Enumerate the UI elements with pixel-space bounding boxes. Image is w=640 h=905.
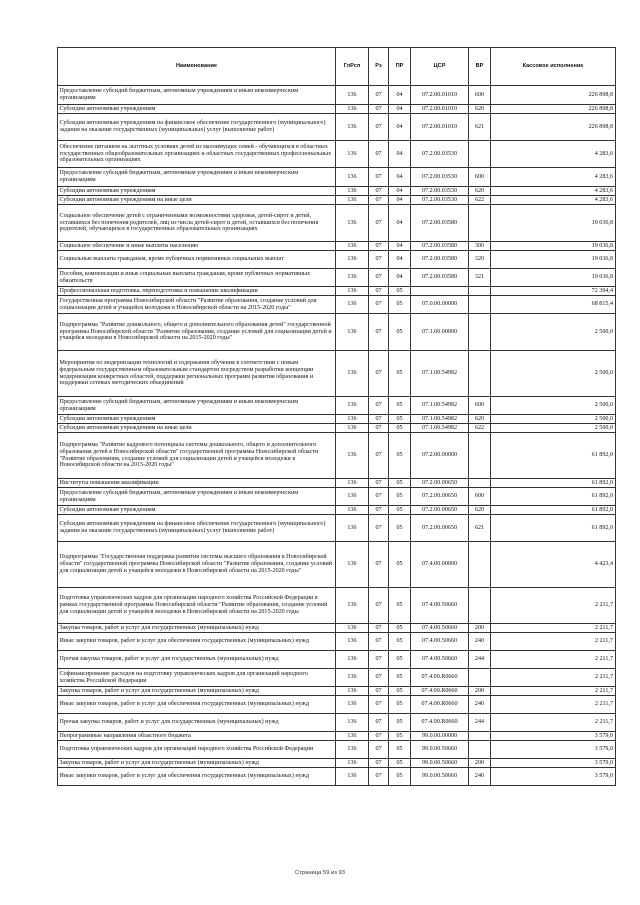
row-rz: 07 xyxy=(369,196,389,205)
row-name: Непрограммные направления областного бюджета xyxy=(58,732,336,741)
row-glrsp: 136 xyxy=(336,768,369,786)
row-name: Иные закупки товаров, работ и услуг для обеспечения государственных (муниципальных) нужд xyxy=(58,633,336,651)
row-vr: 620 xyxy=(469,105,491,114)
row-name: Предоставление субсидий бюджетным, автономным учреждениям и иным некоммерческим организациям xyxy=(58,168,336,187)
row-csr: 07.2.00.00650 xyxy=(411,479,469,488)
row-csr: 07.2.00.00000 xyxy=(411,433,469,479)
row-glrsp: 136 xyxy=(336,714,369,732)
row-pr: 05 xyxy=(389,488,411,506)
table-row xyxy=(58,741,616,759)
row-csr: 99.0.00.50660 xyxy=(411,741,469,759)
table-row xyxy=(58,651,616,669)
row-amount: 61 892,0 xyxy=(491,488,616,506)
row-rz: 07 xyxy=(369,242,389,251)
row-rz: 07 xyxy=(369,542,389,588)
row-csr: 07.2.00.03530 xyxy=(411,187,469,196)
row-vr xyxy=(469,588,491,624)
row-amount: 2 500,0 xyxy=(491,314,616,351)
row-csr: 07.4.00.00000 xyxy=(411,542,469,588)
table-row xyxy=(58,251,616,269)
row-vr: 240 xyxy=(469,633,491,651)
row-vr: 620 xyxy=(469,187,491,196)
table-row xyxy=(58,479,616,488)
table-row xyxy=(58,433,616,479)
row-rz: 07 xyxy=(369,187,389,196)
row-name: Субсидии автономным учреждениям xyxy=(58,105,336,114)
row-pr: 05 xyxy=(389,314,411,351)
row-amount: 2 211,7 xyxy=(491,669,616,687)
row-glrsp: 136 xyxy=(336,542,369,588)
row-amount: 226 898,8 xyxy=(491,114,616,141)
row-pr: 04 xyxy=(389,242,411,251)
row-pr: 05 xyxy=(389,433,411,479)
row-pr: 04 xyxy=(389,86,411,105)
row-name: Институты повышения квалификации xyxy=(58,479,336,488)
row-vr: 321 xyxy=(469,269,491,287)
row-rz: 07 xyxy=(369,741,389,759)
row-vr: 200 xyxy=(469,687,491,696)
row-pr: 05 xyxy=(389,296,411,314)
row-vr: 600 xyxy=(469,86,491,105)
row-amount: 2 500,0 xyxy=(491,397,616,415)
row-pr: 04 xyxy=(389,114,411,141)
row-glrsp: 136 xyxy=(336,242,369,251)
row-vr: 200 xyxy=(469,759,491,768)
row-vr: 244 xyxy=(469,714,491,732)
row-glrsp: 136 xyxy=(336,105,369,114)
row-name: Пособия, компенсации и иные социальные выплаты гражданам, кроме публичных нормативных обязательств xyxy=(58,269,336,287)
row-glrsp: 136 xyxy=(336,515,369,542)
row-glrsp: 136 xyxy=(336,86,369,105)
row-pr: 05 xyxy=(389,515,411,542)
row-glrsp: 136 xyxy=(336,287,369,296)
row-amount: 2 211,7 xyxy=(491,714,616,732)
row-rz: 07 xyxy=(369,168,389,187)
row-glrsp: 136 xyxy=(336,651,369,669)
row-vr xyxy=(469,314,491,351)
header-cash-execution: Кассовое исполнение xyxy=(491,48,616,86)
row-csr: 07.2.00.00650 xyxy=(411,488,469,506)
table-row xyxy=(58,114,616,141)
row-csr: 07.1.00.54982 xyxy=(411,415,469,424)
row-amount: 4 283,6 xyxy=(491,187,616,196)
row-name: Закупка товаров, работ и услуг для государственных (муниципальных) нужд xyxy=(58,687,336,696)
row-glrsp: 136 xyxy=(336,759,369,768)
table-row xyxy=(58,424,616,433)
table-row xyxy=(58,506,616,515)
row-csr: 07.1.00.00000 xyxy=(411,314,469,351)
row-pr: 05 xyxy=(389,696,411,714)
row-glrsp: 136 xyxy=(336,741,369,759)
row-rz: 07 xyxy=(369,86,389,105)
row-glrsp: 136 xyxy=(336,696,369,714)
row-vr: 620 xyxy=(469,415,491,424)
row-name: Подготовка управленческих кадров для организаций народного хозяйства Российской Федерации xyxy=(58,741,336,759)
row-amount: 3 579,0 xyxy=(491,741,616,759)
table-header-row xyxy=(58,48,616,86)
row-amount: 61 892,0 xyxy=(491,479,616,488)
row-vr: 320 xyxy=(469,251,491,269)
row-vr: 200 xyxy=(469,624,491,633)
row-vr xyxy=(469,141,491,168)
table-row xyxy=(58,669,616,687)
row-pr: 05 xyxy=(389,633,411,651)
table-row xyxy=(58,314,616,351)
table-row xyxy=(58,351,616,397)
row-name: Закупка товаров, работ и услуг для государственных (муниципальных) нужд xyxy=(58,759,336,768)
row-glrsp: 136 xyxy=(336,424,369,433)
row-vr: 244 xyxy=(469,651,491,669)
row-name: Социальное обеспечение детей с ограниченными возможностями здоровья, детей-сирот и детей, оставшихся без попечения родителей, лиц из числа детей-сирот и детей, оставшихся без попечения родителей, обучающихся в государственных образовательных организациях xyxy=(58,205,336,242)
header-rz: Рз xyxy=(369,48,389,86)
row-glrsp: 136 xyxy=(336,397,369,415)
row-amount: 2 211,7 xyxy=(491,651,616,669)
row-glrsp: 136 xyxy=(336,351,369,397)
row-vr xyxy=(469,542,491,588)
row-rz: 07 xyxy=(369,714,389,732)
table-row xyxy=(58,269,616,287)
row-csr: 07.2.00.03580 xyxy=(411,205,469,242)
row-name: Подпрограмма "Развитие кадрового потенциала системы дошкольного, общего и дополнительного образования детей в Новосибирской области" государственной программы Новосибирской области "Развитие образования, создание условий для социализации детей и учащейся молодежи в Новосибирской области на 2015-2020 годы" xyxy=(58,433,336,479)
row-amount: 19 036,8 xyxy=(491,205,616,242)
row-vr xyxy=(469,741,491,759)
row-amount: 2 211,7 xyxy=(491,588,616,624)
row-csr: 99.0.00.50660 xyxy=(411,759,469,768)
row-rz: 07 xyxy=(369,141,389,168)
row-rz: 07 xyxy=(369,588,389,624)
row-rz: 07 xyxy=(369,506,389,515)
row-rz: 07 xyxy=(369,114,389,141)
row-amount: 4 283,6 xyxy=(491,196,616,205)
row-pr: 04 xyxy=(389,105,411,114)
row-pr: 05 xyxy=(389,397,411,415)
row-csr: 07.2.00.03580 xyxy=(411,269,469,287)
row-pr: 05 xyxy=(389,287,411,296)
row-glrsp: 136 xyxy=(336,168,369,187)
row-name: Закупка товаров, работ и услуг для государственных (муниципальных) нужд xyxy=(58,624,336,633)
row-vr xyxy=(469,669,491,687)
row-vr: 621 xyxy=(469,515,491,542)
row-pr: 04 xyxy=(389,141,411,168)
table-row xyxy=(58,397,616,415)
table-row xyxy=(58,633,616,651)
page-number: Страница 59 из 93 xyxy=(295,870,345,876)
row-pr: 05 xyxy=(389,351,411,397)
row-pr: 05 xyxy=(389,741,411,759)
row-rz: 07 xyxy=(369,624,389,633)
row-csr: 07.2.00.00650 xyxy=(411,515,469,542)
row-amount: 2 500,0 xyxy=(491,351,616,397)
row-rz: 07 xyxy=(369,433,389,479)
budget-table xyxy=(57,47,616,786)
row-rz: 07 xyxy=(369,633,389,651)
row-rz: 07 xyxy=(369,669,389,687)
row-pr: 05 xyxy=(389,506,411,515)
table-row xyxy=(58,624,616,633)
row-pr: 05 xyxy=(389,759,411,768)
row-name: Иные закупки товаров, работ и услуг для обеспечения государственных (муниципальных) нужд xyxy=(58,696,336,714)
row-rz: 07 xyxy=(369,696,389,714)
row-name: Обеспечение питанием на льготных условиях детей из малоимущих семей - обучающихся в областных государственных общеобразовательных организациях и областных государственных профессиональных образовательных организациях xyxy=(58,141,336,168)
row-glrsp: 136 xyxy=(336,479,369,488)
row-name: Государственная программа Новосибирской области "Развитие образования, создание условий для социализации детей и учащейся молодежи в Новосибирской области на 2015-2020 годы" xyxy=(58,296,336,314)
row-vr xyxy=(469,205,491,242)
row-glrsp: 136 xyxy=(336,296,369,314)
row-pr: 04 xyxy=(389,251,411,269)
row-amount: 4 283,6 xyxy=(491,168,616,187)
row-amount: 2 211,7 xyxy=(491,687,616,696)
row-amount: 19 036,8 xyxy=(491,242,616,251)
row-name: Прочая закупка товаров, работ и услуг для государственных (муниципальных) нужд xyxy=(58,714,336,732)
row-csr: 07.2.00.03580 xyxy=(411,251,469,269)
row-name: Субсидии автономным учреждениям на иные цели xyxy=(58,424,336,433)
row-glrsp: 136 xyxy=(336,415,369,424)
row-vr xyxy=(469,351,491,397)
table-row xyxy=(58,287,616,296)
row-csr: 07.2.00.03530 xyxy=(411,168,469,187)
row-pr: 04 xyxy=(389,269,411,287)
row-name: Подпрограмма "Развитие дошкольного, общего и дополнительного образования детей" государственной программы Новосибирской области "Развитие образования, создание условий для социализации детей и учащейся молодежи в Новосибирской области на 2015-2020 годы" xyxy=(58,314,336,351)
row-name: Субсидии автономным учреждениям xyxy=(58,415,336,424)
row-amount: 19 036,8 xyxy=(491,251,616,269)
row-rz: 07 xyxy=(369,314,389,351)
row-amount: 2 500,0 xyxy=(491,424,616,433)
row-name: Предоставление субсидий бюджетным, автономным учреждениям и иным некоммерческим организациям xyxy=(58,397,336,415)
row-glrsp: 136 xyxy=(336,488,369,506)
row-csr: 07.4.00.R0660 xyxy=(411,687,469,696)
row-name: Субсидии автономным учреждениям на финансовое обеспечение государственного (муниципального) задания на оказание государственных (муниципальных) услуг (выполнение работ) xyxy=(58,114,336,141)
row-glrsp: 136 xyxy=(336,669,369,687)
row-glrsp: 136 xyxy=(336,588,369,624)
row-glrsp: 136 xyxy=(336,732,369,741)
row-amount: 226 898,8 xyxy=(491,86,616,105)
row-vr: 600 xyxy=(469,168,491,187)
row-vr xyxy=(469,433,491,479)
header-name: Наименование xyxy=(58,48,336,86)
table-row xyxy=(58,488,616,506)
row-vr xyxy=(469,479,491,488)
row-amount: 2 211,7 xyxy=(491,633,616,651)
row-csr: 07.2.00.01010 xyxy=(411,105,469,114)
row-glrsp: 136 xyxy=(336,205,369,242)
row-pr: 05 xyxy=(389,732,411,741)
table-row xyxy=(58,687,616,696)
row-amount: 72 394,4 xyxy=(491,287,616,296)
row-pr: 05 xyxy=(389,588,411,624)
row-pr: 05 xyxy=(389,424,411,433)
row-pr: 04 xyxy=(389,205,411,242)
row-csr: 07.4.00.R0660 xyxy=(411,714,469,732)
row-rz: 07 xyxy=(369,397,389,415)
row-csr: 07.4.00.50660 xyxy=(411,651,469,669)
row-csr: 07.2.00.01010 xyxy=(411,86,469,105)
row-amount: 3 579,0 xyxy=(491,768,616,786)
table-row xyxy=(58,759,616,768)
row-amount: 2 211,7 xyxy=(491,696,616,714)
row-glrsp: 136 xyxy=(336,269,369,287)
row-glrsp: 136 xyxy=(336,633,369,651)
row-amount: 4 283,6 xyxy=(491,141,616,168)
row-glrsp: 136 xyxy=(336,506,369,515)
row-pr: 05 xyxy=(389,479,411,488)
row-name: Социальные выплаты гражданам, кроме публичных нормативных социальных выплат xyxy=(58,251,336,269)
row-csr: 07.1.00.54982 xyxy=(411,424,469,433)
row-rz: 07 xyxy=(369,269,389,287)
row-csr: 07.2.00.01010 xyxy=(411,114,469,141)
row-name: Профессиональная подготовка, переподготовка и повышение квалификации xyxy=(58,287,336,296)
row-csr: 07.1.00.54982 xyxy=(411,351,469,397)
table-row xyxy=(58,296,616,314)
row-amount: 4 423,4 xyxy=(491,542,616,588)
row-rz: 07 xyxy=(369,424,389,433)
table-row xyxy=(58,187,616,196)
row-csr: 07.2.00.00650 xyxy=(411,506,469,515)
row-vr: 622 xyxy=(469,424,491,433)
row-amount: 226 898,8 xyxy=(491,105,616,114)
row-name: Субсидии автономным учреждениям на иные цели xyxy=(58,196,336,205)
row-pr: 04 xyxy=(389,168,411,187)
row-pr: 05 xyxy=(389,768,411,786)
row-pr: 04 xyxy=(389,196,411,205)
row-vr: 622 xyxy=(469,196,491,205)
row-csr: 07.4.00.R0660 xyxy=(411,669,469,687)
header-vr: ВР xyxy=(469,48,491,86)
row-csr: 07.2.00.03580 xyxy=(411,242,469,251)
row-glrsp: 136 xyxy=(336,687,369,696)
table-row xyxy=(58,196,616,205)
row-csr: 07.1.00.54982 xyxy=(411,397,469,415)
row-csr: 99.0.00.00000 xyxy=(411,732,469,741)
row-pr: 05 xyxy=(389,714,411,732)
row-csr: 07.4.00.50660 xyxy=(411,624,469,633)
row-glrsp: 136 xyxy=(336,251,369,269)
table-row xyxy=(58,242,616,251)
table-row xyxy=(58,168,616,187)
table-row xyxy=(58,415,616,424)
table-row xyxy=(58,768,616,786)
row-amount: 2 500,0 xyxy=(491,415,616,424)
table-row xyxy=(58,588,616,624)
row-vr: 620 xyxy=(469,506,491,515)
row-glrsp: 136 xyxy=(336,187,369,196)
row-glrsp: 136 xyxy=(336,196,369,205)
row-vr: 600 xyxy=(469,488,491,506)
row-name: Субсидии автономным учреждениям на финансовое обеспечение государственного (муниципального) задания на оказание государственных (муниципальных) услуг (выполнение работ) xyxy=(58,515,336,542)
row-vr xyxy=(469,732,491,741)
table-row xyxy=(58,714,616,732)
row-csr xyxy=(411,287,469,296)
row-rz: 07 xyxy=(369,351,389,397)
row-rz: 07 xyxy=(369,732,389,741)
row-csr: 07.4.00.50660 xyxy=(411,588,469,624)
row-name: Софинансирование расходов на подготовку управленческих кадров для организаций народного хозяйства Российской Федерации xyxy=(58,669,336,687)
row-rz: 07 xyxy=(369,768,389,786)
table-row xyxy=(58,696,616,714)
row-rz: 07 xyxy=(369,687,389,696)
row-amount: 3 579,0 xyxy=(491,732,616,741)
header-glrsp: ГлРсп xyxy=(336,48,369,86)
row-name: Предоставление субсидий бюджетным, автономным учреждениям и иным некоммерческим организациям xyxy=(58,488,336,506)
row-rz: 07 xyxy=(369,651,389,669)
row-pr: 05 xyxy=(389,669,411,687)
row-csr: 07.2.00.03530 xyxy=(411,141,469,168)
row-vr: 240 xyxy=(469,768,491,786)
row-pr: 05 xyxy=(389,651,411,669)
row-amount: 61 892,0 xyxy=(491,506,616,515)
header-pr: ПР xyxy=(389,48,411,86)
row-amount: 2 211,7 xyxy=(491,624,616,633)
row-name: Субсидии автономным учреждениям xyxy=(58,506,336,515)
row-pr: 05 xyxy=(389,687,411,696)
table-row xyxy=(58,86,616,105)
row-glrsp: 136 xyxy=(336,624,369,633)
row-glrsp: 136 xyxy=(336,314,369,351)
header-csr: ЦСР xyxy=(411,48,469,86)
table-row xyxy=(58,105,616,114)
row-rz: 07 xyxy=(369,205,389,242)
table-row xyxy=(58,542,616,588)
row-amount: 3 579,0 xyxy=(491,759,616,768)
row-pr: 04 xyxy=(389,187,411,196)
row-amount: 19 036,8 xyxy=(491,269,616,287)
row-name: Подготовка управленческих кадров для организации народного хозяйства Российской Федерации в рамках государственной программы Новосибирской области "Развитие образования, создание условий для социализации детей и учащейся молодежи в Новосибирской области на 2015-2020 годы xyxy=(58,588,336,624)
row-amount: 61 892,0 xyxy=(491,515,616,542)
row-pr: 05 xyxy=(389,415,411,424)
row-rz: 07 xyxy=(369,515,389,542)
row-vr: 300 xyxy=(469,242,491,251)
row-pr: 05 xyxy=(389,542,411,588)
row-name: Субсидии автономным учреждениям xyxy=(58,187,336,196)
row-name: Социальное обеспечение и иные выплаты населению xyxy=(58,242,336,251)
row-rz: 07 xyxy=(369,105,389,114)
row-vr: 621 xyxy=(469,114,491,141)
document-sheet xyxy=(57,47,615,786)
row-glrsp: 136 xyxy=(336,141,369,168)
row-rz: 07 xyxy=(369,296,389,314)
row-vr xyxy=(469,287,491,296)
table-row xyxy=(58,515,616,542)
row-csr: 07.4.00.50660 xyxy=(411,633,469,651)
row-csr: 07.4.00.R0660 xyxy=(411,696,469,714)
row-rz: 07 xyxy=(369,251,389,269)
row-amount: 68 815,4 xyxy=(491,296,616,314)
table-row xyxy=(58,141,616,168)
row-amount: 61 892,0 xyxy=(491,433,616,479)
row-name: Подпрограмма "Государственная поддержка развития системы высшего образования в Новосибирской области" государственной программы Новосибирской области "Развитие образования, создание условий для социализации детей и учащейся молодежи в Новосибирской области на 2015-2020 годы" xyxy=(58,542,336,588)
table-row xyxy=(58,732,616,741)
row-rz: 07 xyxy=(369,287,389,296)
row-vr: 240 xyxy=(469,696,491,714)
row-vr: 600 xyxy=(469,397,491,415)
row-rz: 07 xyxy=(369,488,389,506)
row-csr: 99.0.00.50660 xyxy=(411,768,469,786)
row-name: Прочая закупка товаров, работ и услуг для государственных (муниципальных) нужд xyxy=(58,651,336,669)
row-glrsp: 136 xyxy=(336,433,369,479)
row-rz: 07 xyxy=(369,415,389,424)
row-rz: 07 xyxy=(369,479,389,488)
row-glrsp: 136 xyxy=(336,114,369,141)
row-name: Предоставление субсидий бюджетным, автономным учреждениям и иным некоммерческим организациям xyxy=(58,86,336,105)
row-name: Мероприятия по модернизации технологий и содержания обучения в соответствии с новым федеральным государственным образовательным стандартом посредством разработки концепции модернизации конкретных областей, поддержки региональных программ развития образования и поддержки сетевых методических объединений xyxy=(58,351,336,397)
row-csr: 07.2.00.03530 xyxy=(411,196,469,205)
table-row xyxy=(58,205,616,242)
row-pr: 05 xyxy=(389,624,411,633)
row-name: Иные закупки товаров, работ и услуг для обеспечения государственных (муниципальных) нужд xyxy=(58,768,336,786)
row-csr: 07.0.00.00000 xyxy=(411,296,469,314)
row-rz: 07 xyxy=(369,759,389,768)
row-vr xyxy=(469,296,491,314)
